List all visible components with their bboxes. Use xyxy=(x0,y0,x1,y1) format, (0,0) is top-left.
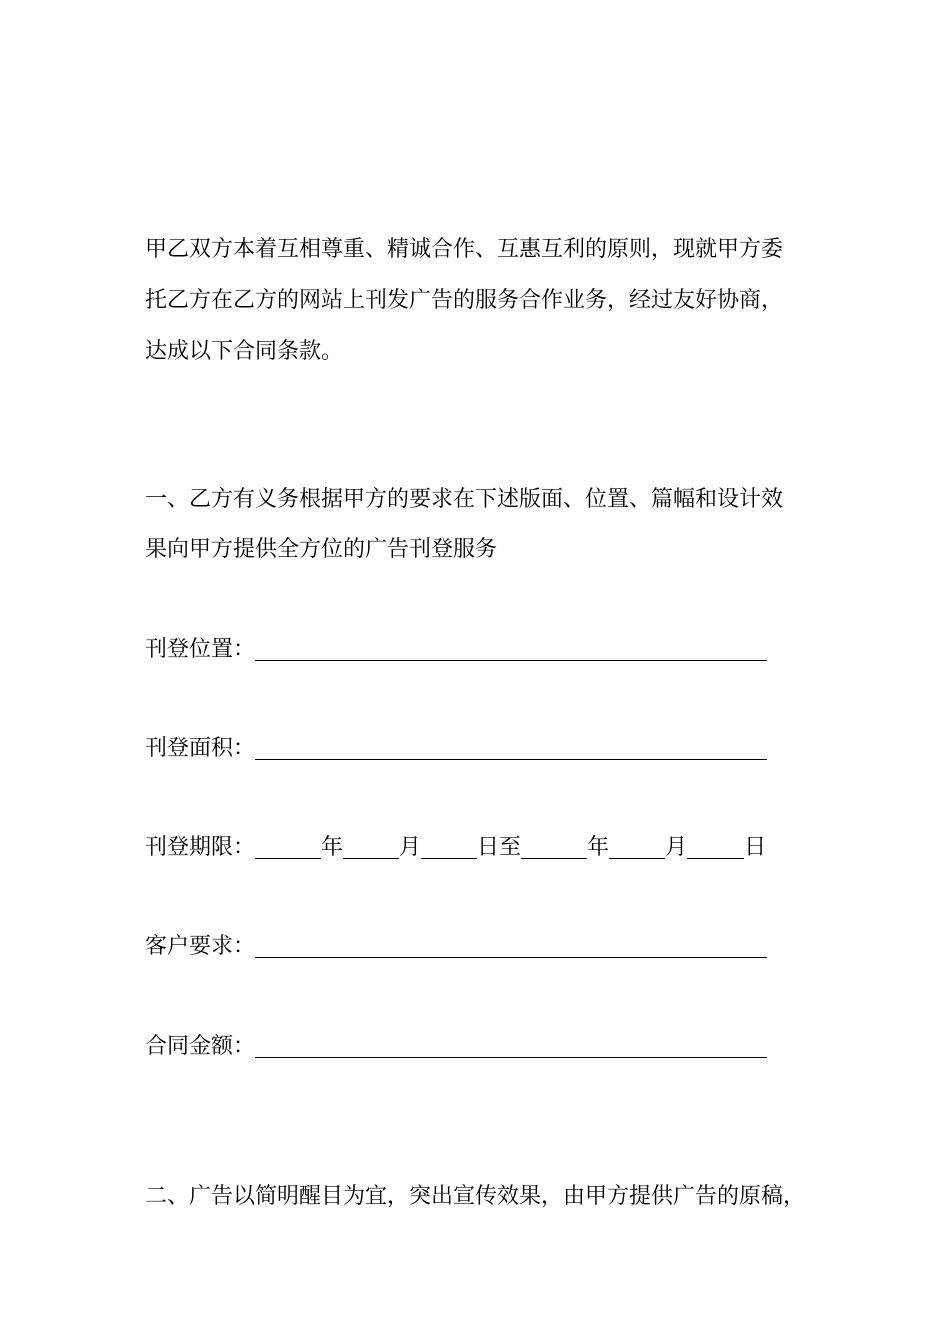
position-label: 刊登位置： xyxy=(145,637,256,662)
clause1-line-2: 果向甲方提供全方位的广告刊登服务 xyxy=(145,537,498,562)
period-label: 刊登期限： xyxy=(145,835,256,860)
start-year-blank[interactable] xyxy=(255,836,321,859)
requirements-blank[interactable] xyxy=(255,935,767,958)
intro-line-2: 托乙方在乙方的网站上刊发广告的服务合作业务，经过友好协商， xyxy=(145,288,784,313)
requirements-label: 客户要求： xyxy=(145,934,256,959)
end-year-label: 年 xyxy=(587,835,610,860)
amount-blank[interactable] xyxy=(255,1035,767,1058)
clause2-line-1: 二、广告以简明醒目为宜，突出宣传效果，由甲方提供广告的原稿， xyxy=(145,1184,806,1209)
end-day-label: 日 xyxy=(744,835,767,860)
start-day-blank[interactable] xyxy=(421,836,477,859)
end-year-blank[interactable] xyxy=(521,836,587,859)
amount-field xyxy=(145,1032,767,1062)
start-month-label: 月 xyxy=(399,835,422,860)
end-day-blank[interactable] xyxy=(687,836,744,859)
area-field xyxy=(145,734,767,764)
intro-line-3: 达成以下合同条款。 xyxy=(145,339,344,364)
area-blank[interactable] xyxy=(255,737,767,760)
start-year-label: 年 xyxy=(321,835,344,860)
end-month-blank[interactable] xyxy=(609,836,665,859)
intro-line-1: 甲乙双方本着互相尊重、精诚合作、互惠互利的原则，现就甲方委 xyxy=(145,237,784,262)
start-month-blank[interactable] xyxy=(343,836,399,859)
position-field xyxy=(145,635,767,665)
area-label: 刊登面积： xyxy=(145,736,256,761)
end-month-label: 月 xyxy=(665,835,688,860)
clause1-line-1: 一、乙方有义务根据甲方的要求在下述版面、位置、篇幅和设计效 xyxy=(145,487,784,512)
amount-label: 合同金额： xyxy=(145,1034,256,1059)
requirements-field xyxy=(145,932,767,962)
period-field xyxy=(145,833,766,863)
position-blank[interactable] xyxy=(255,638,767,661)
start-day-to-label: 日至 xyxy=(477,835,522,860)
